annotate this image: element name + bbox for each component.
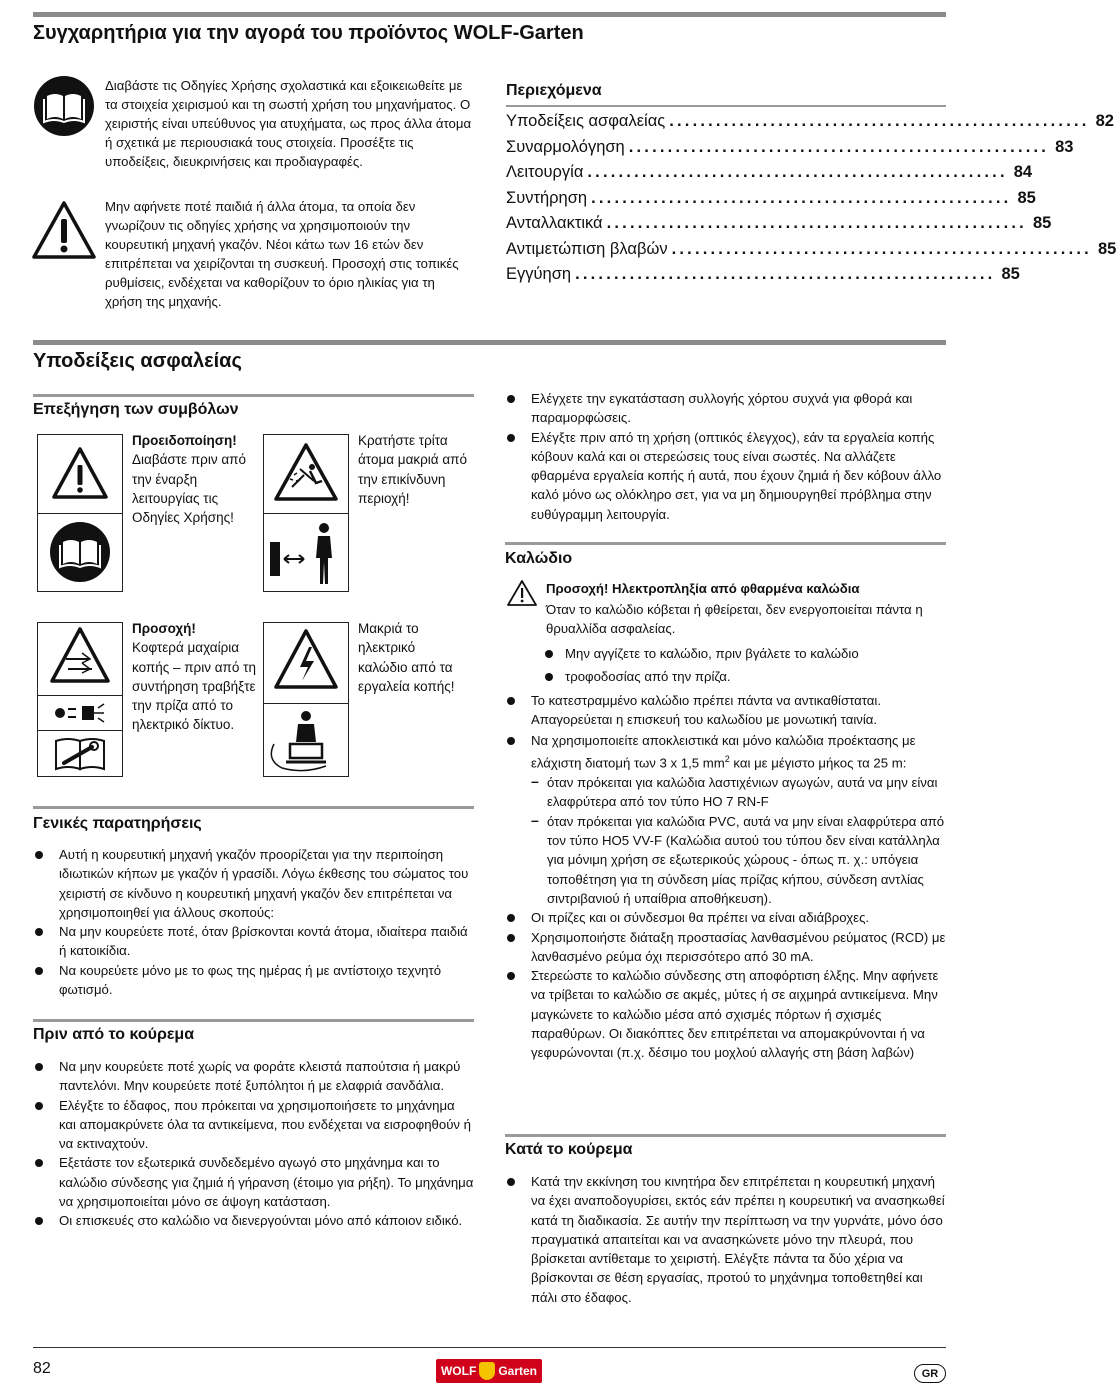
toc-item-label: Συντήρηση: [506, 188, 588, 207]
cable-rule: [505, 542, 946, 545]
toc-item[interactable]: [506, 239, 1116, 266]
read-manual-icon: [38, 514, 122, 591]
before-list: [33, 1057, 474, 1231]
symbol-sharp-blades: [37, 622, 123, 777]
toc-item-label: Υποδείξεις ασφαλείας: [506, 112, 666, 130]
list-item: Να μην κουρεύετε ποτέ χωρίς να φοράτε κλειστά παπούτσια ή μακρύ παντελόνι. Μην κουρεύετε ποτέ ξυπόλητοι ή με ελαφριά σανδάλια.: [33, 1057, 474, 1096]
list-item: Οι επισκευές στο καλώδιο να διενεργούνται μόνο από κάποιον ειδικό.: [33, 1211, 474, 1230]
list-item: τροφοδοσίας από την πρίζα.: [505, 667, 946, 686]
symbol3-title: Προσοχή!: [132, 621, 196, 636]
toc-item[interactable]: [506, 188, 1036, 215]
list-item: Οι πρίζες και οι σύνδεσμοι θα πρέπει να είναι αδιάβροχες.: [505, 908, 946, 927]
toc-leader: ......................................................: [628, 137, 1050, 156]
toc-item-label: Εγγύηση: [506, 265, 572, 283]
list-item: Μην αγγίζετε το καλώδιο, πριν βγάλετε το καλώδιο: [505, 644, 946, 663]
contents-heading: Περιεχόμενα: [506, 82, 602, 99]
intro-read-text: Διαβάστε τις Οδηγίες Χρήσης σχολαστικά και εξοικειωθείτε με τα στοιχεία χειρισμού και τη σωστή χρήση του μηχανήματος. Ο χειριστής είναι υπεύθυνος για ατυχήματα, ως προς άλλα άτομα ή σχετικά με περιουσιακά τους στοιχεία. Προσέξτε τις υποδείξεις, διευκρινήσεις και προδιαγραφές.: [105, 78, 472, 169]
cable-warning-title: Προσοχή! Ηλεκτροπληξία από φθαρμένα καλώδια: [546, 581, 860, 596]
symbol3-desc: Κοφτερά μαχαίρια κοπής – πριν από τη συντήρηση τραβήξτε την πρίζα από το ηλεκτρικό δίκτυο.: [132, 640, 256, 733]
logo-garten-text: Garten: [498, 1364, 537, 1378]
before-rule: [33, 1019, 474, 1022]
cable-warning-text: Όταν το καλώδιο κόβεται ή φθείρεται, δεν ενεργοποιείται πάντα η θρυαλλίδα ασφαλείας.: [546, 602, 923, 637]
general-list: [33, 845, 474, 999]
contents-rule: [506, 105, 946, 107]
safety-title: Υποδείξεις ασφαλείας: [33, 350, 242, 372]
symbol1-title: Προειδοποίηση!: [132, 433, 237, 448]
country-code: GR: [921, 1367, 939, 1380]
toc-item-label: Αντιμετώπιση βλαβών: [506, 239, 668, 258]
toc-item[interactable]: [506, 214, 1052, 240]
symbols-heading: Επεξήγηση των συμβόλων: [33, 401, 239, 418]
cable-list: [505, 644, 946, 1063]
toc-leader: ......................................................: [669, 112, 1090, 130]
page-number: 82: [33, 1360, 51, 1377]
list-item: [505, 731, 946, 773]
unplug-icon: [38, 696, 122, 730]
during-list: [505, 1172, 946, 1307]
safety-rule: [33, 340, 946, 345]
cable-heading: Καλώδιο: [505, 550, 573, 567]
toc-item[interactable]: [506, 265, 1020, 291]
before-heading: Πριν από το κούρεμα: [33, 1026, 195, 1043]
footer-rule: [33, 1347, 946, 1348]
blade-hand-warning-icon: [38, 623, 122, 693]
mower-operator-cable-icon: [264, 704, 348, 776]
logo-wolf-text: WOLF: [440, 1364, 477, 1378]
list-item: Εξετάστε τον εξωτερικά συνδεδεμένο αγωγό στο μηχάνημα και το καλώδιο σύνδεσης για ζημιά ή γήρανση (έτοιμο για ρήξη). Το μηχάνημα να χρησιμοποιείται μόνο σε άψογη κατάσταση.: [33, 1153, 474, 1211]
symbol3-text: [132, 619, 257, 735]
maintenance-manual-icon: [38, 731, 122, 776]
list-item: Να κουρεύετε μόνο με το φως της ημέρας ή με αντίστοιχο τεχνητό φωτισμό.: [33, 961, 474, 1000]
toc-item-label: Συναρμολόγηση: [506, 137, 625, 156]
wolf-garten-logo: [436, 1359, 542, 1383]
during-heading: Κατά το κούρεμα: [505, 1141, 633, 1158]
toc-item[interactable]: [506, 163, 1033, 189]
page-title: Συγχαρητήρια για την αγορά του προϊόντος WOLF-Garten: [33, 22, 584, 44]
toc-leader: ......................................................: [671, 239, 1092, 258]
toc-item-page: 83: [1055, 137, 1074, 156]
symbol1-desc: Διαβάστε πριν από την έναρξη λειτουργίας τις Οδηγίες Χρήσης!: [132, 452, 246, 526]
symbol2-text: Κρατήστε τρίτα άτομα μακριά από την επικίνδυνη περιοχή!: [358, 433, 467, 506]
right-top-list: [505, 389, 946, 524]
list-item: Στερεώστε το καλώδιο σύνδεσης στη αποφόρτιση έλξης. Μην αφήνετε να τρίβεται το καλώδιο σε ακμές, μύτες ή σε αιχμηρά αντικείμενα. Μην μαγκώνετε το καλώδιο μέσα από σχισμές πόρτων ή σχισμές παραθύρων. Οι διακόπτες δεν επιτρέπεται να απομακρύνονται ή να γεφυρώνονται (π.χ. δέσιμο του μοχλού αλλαγής στη βάση λαβών): [505, 966, 946, 1062]
symbol-warning-read-manual: [37, 434, 123, 592]
list-item: Να μην κουρεύετε ποτέ, όταν βρίσκονται κοντά άτομα, ιδιαίτερα παιδιά ή κατοικίδια.: [33, 922, 474, 961]
toc-item-page: 85: [1032, 214, 1052, 232]
warning-triangle-icon: [506, 579, 538, 607]
superscript: 2: [724, 754, 730, 765]
symbol4-text: Μακριά το ηλεκτρικό καλώδιο από τα εργαλεία κοπής!: [358, 621, 455, 694]
toc-leader: ......................................................: [575, 265, 996, 283]
symbols-rule: [33, 394, 474, 397]
toc-item-page: 85: [1017, 188, 1036, 207]
general-rule: [33, 806, 474, 809]
symbol1-text: [132, 431, 257, 527]
electric-shock-icon: [264, 623, 348, 701]
toc-item-page: 84: [1013, 163, 1033, 181]
table-of-contents: [506, 112, 1116, 291]
list-item: Αυτή η κουρευτική μηχανή γκαζόν προορίζεται για την περιποίηση ιδιωτικών κήπων με γκαζόν ή γρασίδι. Λόγω έκθεσης του σώματος του χειριστή σε κίνδυνο η κουρευτική μηχανή γκαζόν δεν επιτρέπεται να χρησιμοποιηθεί για άλλους σκοπούς:: [33, 845, 474, 922]
warning-triangle-icon: [38, 435, 122, 513]
country-badge: [914, 1364, 946, 1383]
list-item: Ελέγχετε την εγκατάσταση συλλογής χόρτου συχνά για φθορά και παραμορφώσεις.: [505, 389, 946, 428]
toc-item-label: Ανταλλακτικά: [506, 214, 603, 232]
warning-triangle-icon: [31, 200, 97, 260]
list-item: Το κατεστραμμένο καλώδιο πρέπει πάντα να αντικαθίσταται. Απαγορεύεται η επισκευή του καλωδίου με μονωτική ταινία.: [505, 691, 946, 730]
toc-item-page: 85: [1097, 239, 1116, 258]
toc-item[interactable]: [506, 137, 1074, 164]
read-manual-icon: [33, 75, 95, 137]
symbol-keep-distance: [263, 434, 349, 592]
cable-item2-text: Να χρησιμοποιείτε αποκλειστικά και μόνο καλώδια προέκτασης με ελάχιστη διατομή των 3 x 1,5 mm: [531, 733, 916, 771]
toc-item-page: 82: [1095, 112, 1114, 130]
toc-item-page: 85: [1001, 265, 1020, 283]
symbol-cable-away: [263, 622, 349, 777]
keep-distance-person-icon: [264, 514, 348, 591]
toc-item-label: Λειτουργία: [506, 163, 584, 181]
list-item: – όταν πρόκειται για καλώδια λαστιχένιων αγωγών, αυτά να μην είναι ελαφρύτερα από τον τύπο HO 7 RN-F: [505, 773, 946, 812]
general-heading: Γενικές παρατηρήσεις: [33, 815, 202, 832]
cable-item2-text-end: και με μέγιστο μήκος τα 25 m:: [729, 755, 907, 771]
toc-item[interactable]: [506, 112, 1114, 138]
thrown-objects-warning-icon: [264, 435, 348, 513]
top-rule: [33, 12, 946, 17]
list-item: Κατά την εκκίνηση του κινητήρα δεν επιτρέπεται η κουρευτική μηχανή να έχει αναποδογυρίσει, εκτός εάν πρέπει η κουρευτική να ανασηκωθεί κατά τη διαδικασία. Σε αυτήν την περίπτωση να την γυρνάτε, μόνο όσο πραγματικά απαιτείται και να ανασηκώνετε μόνο την πλευρά, που βρίσκεται αντίθεταμε το χειριστή. Ελέγξτε πάντα τα δύο χέρια να βρίσκονται σε θέση εργασίας, προτού το μηχάνημα τοποθετηθεί και πάλι στο έδαφος.: [505, 1172, 946, 1307]
during-rule: [505, 1134, 946, 1137]
toc-leader: ......................................................: [606, 214, 1027, 232]
toc-leader: ......................................................: [587, 163, 1008, 181]
list-item: – όταν πρόκειται για καλώδια PVC, αυτά να μην είναι ελαφρύτερα από τον τύπο HO5 VV-F (Καλώδια αυτού του τύπου δεν είναι κατάλληλα για μόνιμη χρήση σε εξωτερικούς χώρους - όπως π. χ.: υπόγεια τοποθέτηση για τη σύνδεση μίας πρίζας κήπου, σύνδεση αντλίας σιντριβανιού ή υπαίθρια αποθήκευση).: [505, 812, 946, 908]
list-item: Χρησιμοποιήστε διάταξη προστασίας λανθασμένου ρεύματος (RCD) με λανθασμένο ρεύμα όχι περισσότερο από 30 mA.: [505, 928, 946, 967]
logo-wolf-head-icon: [479, 1362, 495, 1380]
list-item: Ελέγξτε πριν από τη χρήση (οπτικός έλεγχος), εάν τα εργαλεία κοπής κόβουν καλά και οι στερεώσεις τους είναι σωστές. Να αλλάζετε φθαρμένα εργαλεία κοπής ή αυτά, που έχουν ζημιά ή δεν κόβουν άλλο καλό μόνο ως ολόκληρο σετ, για να μη δημιουργηθεί πρόβλημα στην ευθύγραμμη λειτουργία.: [505, 428, 946, 524]
list-item: Ελέγξτε το έδαφος, που πρόκειται να χρησιμοποιήσετε το μηχάνημα και απομακρύνετε όλα τα αντικείμενα, που ενδέχεται να εισροφηθούν ή να εκτιναχτούν.: [33, 1096, 474, 1154]
toc-leader: ......................................................: [591, 188, 1012, 207]
intro-warning-text: Μην αφήνετε ποτέ παιδιά ή άλλα άτομα, τα οποία δεν γνωρίζουν τις οδηγίες χρήσης να χρησιμοποιούν την κουρευτική μηχανή γκαζόν. Νέοι κάτω των 16 ετών δεν επιτρέπεται να χειρίζονται τη συσκευή. Προσοχή στις τοπικές ρυθμίσεις, ενδέχεται να καθορίζουν το όριο ηλικίας για τη χρήση της μηχανής.: [105, 199, 459, 309]
